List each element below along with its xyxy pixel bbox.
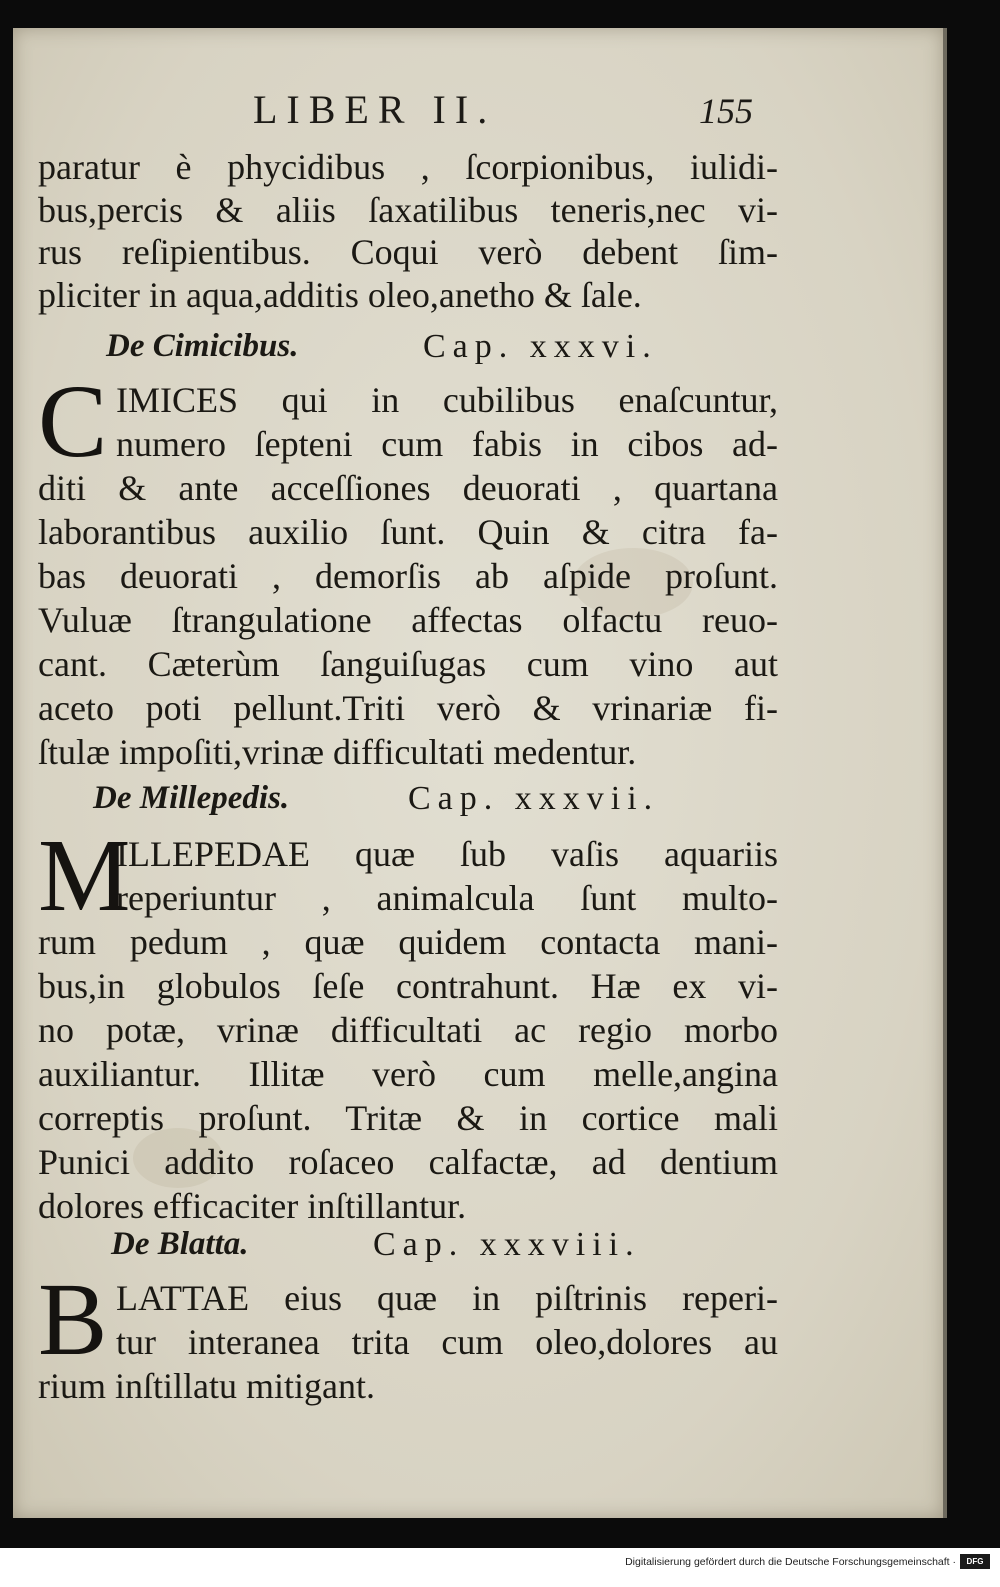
chapter-paragraph [38,364,778,774]
chapter-title: De Cimicibus. [106,328,299,364]
text-line: ſtulæ impoſiti,vrinæ difficultati medentur. [38,732,637,772]
chapter-heading [13,1226,943,1270]
text-line: auxiliantur. Illitæ verò cum melle,angina [38,1054,778,1094]
text-line: correptis proſunt. Tritæ & in cortice mali [38,1098,778,1138]
text-line: bas deuorati , demorſis ab aſpide proſunt. [38,556,778,596]
intro-paragraph [38,146,778,316]
text-line: Vuluæ ſtrangulatione affectas olfactu reuo- [38,600,778,640]
chapter-paragraph [38,1262,778,1408]
chapter-title: De Millepedis. [93,780,290,816]
running-title: LIBER II. [253,87,497,132]
text-line: bus,percis & aliis ſaxatilibus teneris,nec vi- [38,189,778,230]
footer-strip [0,1548,1000,1587]
text-line: cant. Cæterùm ſanguiſugas cum vino aut [38,644,778,684]
page-number: 155 [699,91,753,131]
text-line: tur interanea trita cum oleo,dolores au [116,1322,778,1362]
text-line: diti & ante acceſſiones deuorati , quartana [38,468,778,508]
chapter-number: Cap. xxxviii. [373,1226,641,1263]
drop-capital: C [38,364,108,479]
text-line: rum pedum , quæ quidem contacta mani- [38,922,778,962]
running-header [13,86,943,136]
text-line: rium inſtillatu mitigant. [38,1366,375,1406]
chapter-heading [13,780,943,824]
text-line: Punici addito roſaceo calfactæ, ad dentium [38,1142,778,1182]
text-line: pliciter in aqua,additis oleo,anetho & ſale. [38,274,642,315]
text-line: no potæ, vrinæ difficultati ac regio morbo [38,1010,778,1050]
chapter-number: Cap. xxxvi. [423,328,658,365]
text-line: ILLEPEDAE quæ ſub vaſis aquariis [116,834,778,874]
chapter-paragraph [38,818,778,1228]
chapter-heading [13,328,943,372]
book-page [13,28,947,1518]
drop-capital: M [38,818,131,933]
funding-credit: Digitalisierung gefördert durch die Deutsche Forschungsgemeinschaft · [625,1556,956,1568]
text-line: paratur è phycidibus , ſcorpionibus, iulidi- [38,147,778,187]
chapter-title: De Blatta. [111,1226,249,1262]
text-line: LATTAE eius quæ in piſtrinis reperi- [116,1278,778,1318]
text-line: IMICES qui in cubilibus enaſcuntur, [116,380,778,420]
text-line: reperiuntur , animalcula ſunt multo- [116,878,778,918]
text-line: bus,in globulos ſeſe contrahunt. Hæ ex vi- [38,966,778,1006]
text-line: rus reſipientibus. Coqui verò debent ſim- [38,232,778,272]
dfg-logo: DFG [960,1554,990,1569]
drop-capital: B [38,1262,108,1377]
text-line: dolores efficaciter inſtillantur. [38,1186,467,1226]
text-line: numero ſepteni cum fabis in cibos ad- [116,424,778,464]
text-line: laborantibus auxilio ſunt. Quin & citra fa- [38,512,778,552]
chapter-number: Cap. xxxvii. [408,780,660,817]
text-line: aceto poti pellunt.Triti verò & vrinariæ fi- [38,688,778,728]
